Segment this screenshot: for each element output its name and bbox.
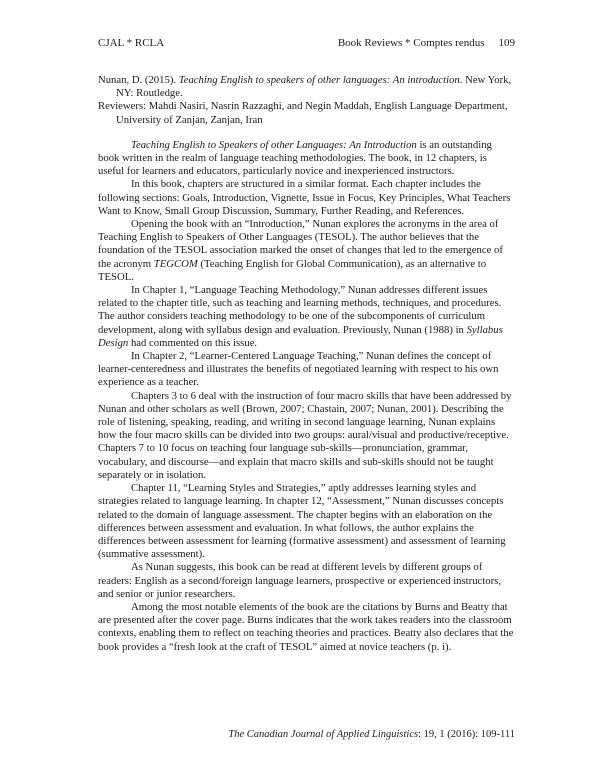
footer-issue: : 19, 1 (2016): 109-111 — [418, 729, 515, 740]
paragraph-4-text-b: had commented on this issue. — [128, 336, 258, 349]
article-body — [98, 74, 515, 654]
paragraph-1-title: Teaching English to Speakers of other Languages: An Introduction — [131, 138, 417, 151]
paragraph-4 — [98, 284, 515, 350]
running-header-section — [338, 36, 515, 50]
page-footer — [228, 728, 515, 741]
running-header-journal: CJAL * RCLA — [98, 37, 165, 49]
reference-book-title: Teaching English to speakers of other languages: An introduction — [178, 74, 460, 86]
paragraph-3-text-a: Opening the book with an “Introduction,” Nunan explores the acronyms in the area of Teaching English to Speakers of Other Languages (TESOL). The author believes that the foundation of the TESOL association marked the onset of changes that led to the emergence of the acronym — [98, 218, 503, 270]
book-reference — [98, 74, 515, 100]
header-section-title: Book Reviews * Comptes rendus — [337, 37, 485, 49]
paragraph-5: In Chapter 2, “Learner-Centered Language Teaching,” Nunan defines the concept of learner-centeredness and illustrates the benefits of negotiated learning with respect to his own experience as a teacher. — [98, 350, 499, 389]
page-number: 109 — [498, 37, 515, 49]
paragraph-8: As Nunan suggests, this book can be read at different levels by different groups of readers: English as a second/foreign language learners, prospective or experienced instructors, and senior or junior researchers. — [98, 561, 501, 600]
paragraph-4-book-title: Syllabus Design — [98, 323, 503, 349]
reference-prefix: Nunan, D. (2015). — [98, 74, 179, 86]
paragraph-7: Chapter 11, “Learning Styles and Strategies,” aptly addresses learning styles and strategies related to language learning. In chapter 12, “Assessment,” Nunan discusses concepts related to the domain of language assessment. The chapter begins with an elaboration on the differences between assessment and evaluation. In what follows, the author explains the differences between assessment for learning (formative assessment) and assessment of learning (summative assessment). — [98, 482, 506, 561]
paragraph-4-text-a: In Chapter 1, “Language Teaching Methodology,” Nunan addresses different issues related to the chapter title, such as teaching and learning methods, techniques, and procedures. The author considers teaching methodology to be one of the subcomponents of curriculum development, along with syllabus design and evaluation. Previously, Nunan (1988) in — [98, 284, 502, 336]
footer-journal-name: The Canadian Journal of Applied Linguistics — [228, 729, 419, 740]
paragraph-3-text-b: (Teaching English for Global Communication), as an alternative to TESOL. — [98, 257, 487, 283]
paragraph-3-acronym: TEGCOM — [153, 257, 198, 270]
paragraph-6: Chapters 3 to 6 deal with the instruction of four macro skills that have been addressed by Nunan and other scholars as well (Brown, 2007; Chastain, 2007; Nunan, 2001). Describing the role of listening, speaking, reading, and writing in second language learning, Nunan explains how the four macro skills can be divided into two groups: aural/visual and productive/receptive. Chapters 7 to 10 focus on teaching four language sub-skills—pronunciation, grammar, vocabulary, and discourse—and explain that macro skills and sub-skills should not be taught separately or in isolation. — [98, 389, 512, 481]
reference-publisher: . New York, NY: Routledge. — [116, 74, 512, 100]
paragraph-1-text: is an outstanding book written in the realm of language teaching methodologies. The book, in 12 chapters, is useful for learners and educators, particularly novice and inexperienced instructors. — [98, 138, 492, 178]
paragraph-2: In this book, chapters are structured in a similar format. Each chapter includes the following sections: Goals, Introduction, Vignette, Issue in Focus, Key Principles, What Teachers Want to Know, Small Group Discussion, Summary, Further Reading, and References. — [98, 178, 511, 217]
paragraph-9: Among the most notable elements of the book are the citations by Burns and Beatty that are presented after the cover page. Burns indicates that the work takes readers into the classroom contexts, enabling them to reflect on teaching theories and practices. Beatty also declares that the book provides a “fresh look at the craft of TESOL” aimed at novice teachers (p. i). — [98, 600, 514, 653]
reviewers-line: Reviewers: Mahdi Nasiri, Nasrin Razzaghi, and Negin Maddah, English Language Department, University of Zanjan, Zanjan, Iran — [98, 100, 508, 126]
paragraph-1 — [98, 139, 515, 179]
paragraph-3 — [98, 218, 515, 284]
